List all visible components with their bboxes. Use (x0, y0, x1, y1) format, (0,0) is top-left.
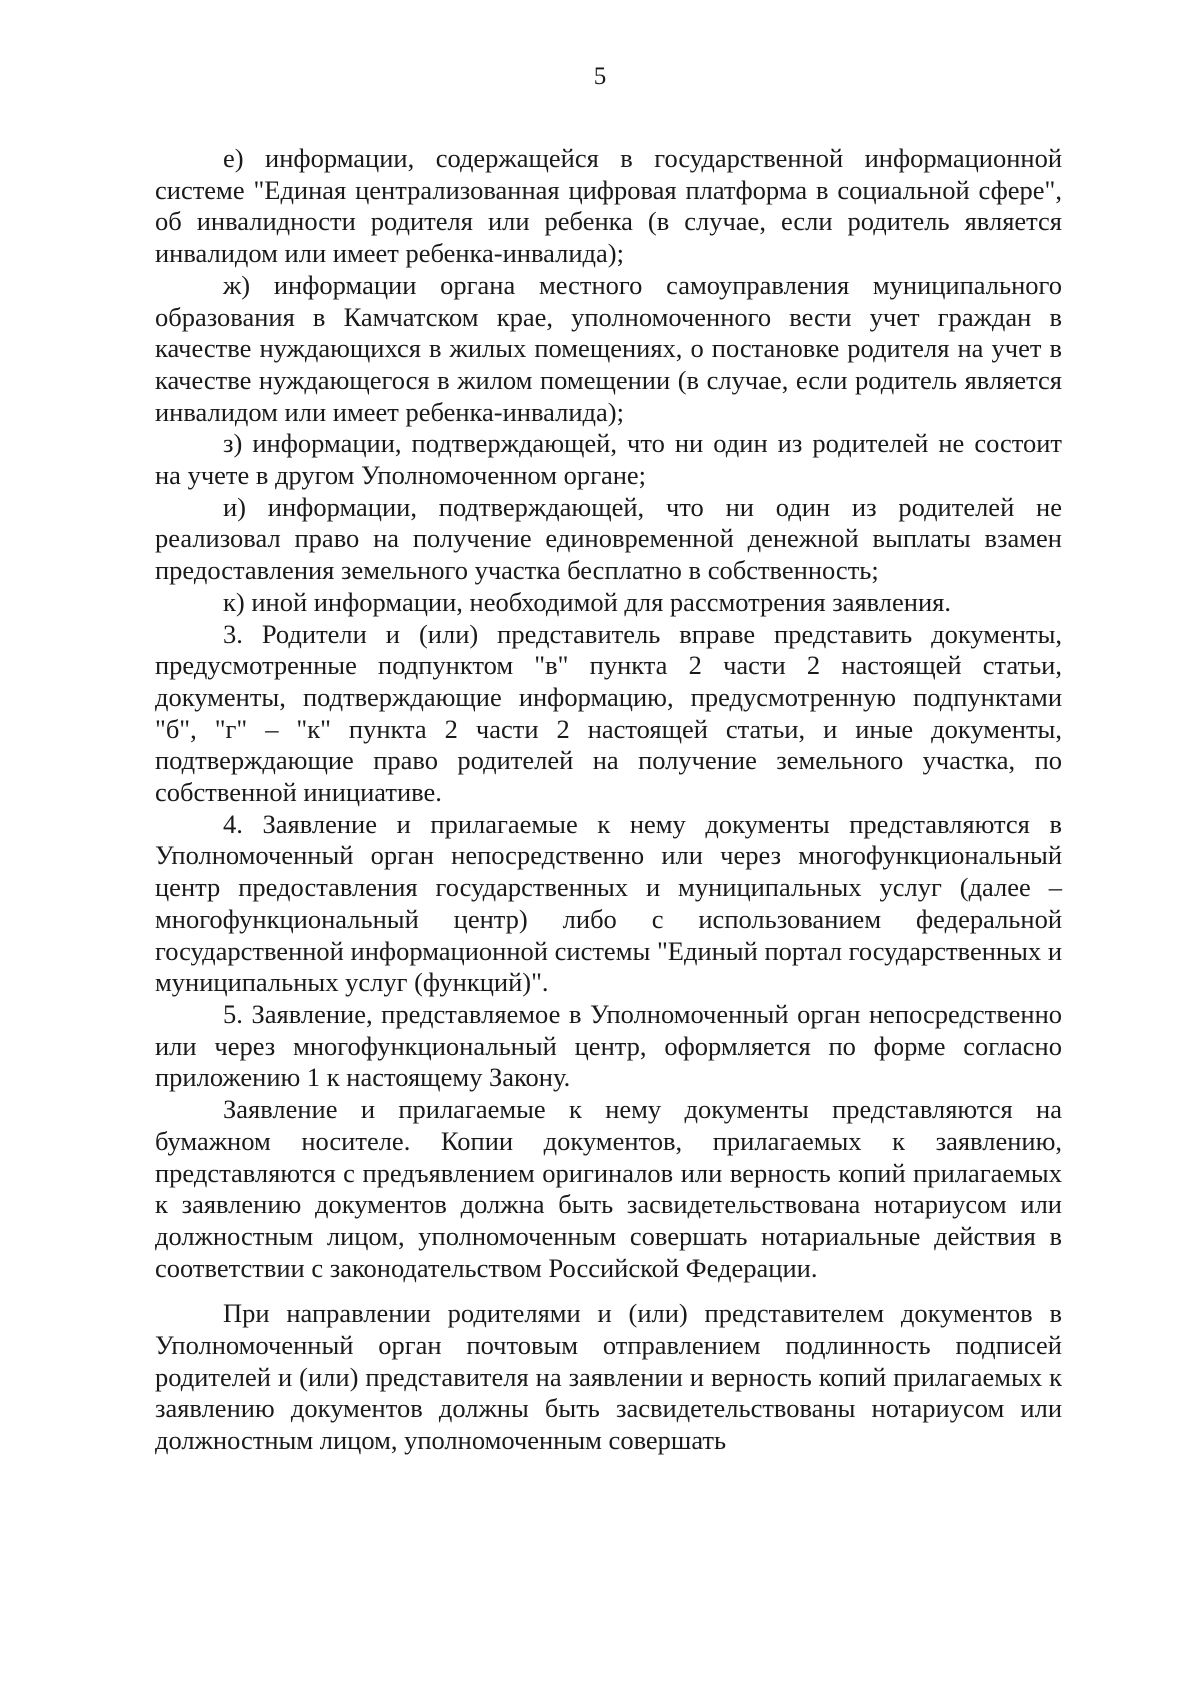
paragraph-3: 3. Родители и (или) представитель вправе представить документы, предусмотренные подпунктом "в" пункта 2 части 2 настоящей статьи, документы, подтверждающие информацию, предусмотренную подпунктами "б", "г" – "к" пункта 2 части 2 настоящей статьи, и иные документы, подтверждающие право родителей на получение земельного участка, по собственной инициативе. (155, 618, 1062, 808)
paragraph-z: з) информации, подтверждающей, что ни один из родителей не состоит на учете в другом Уполномоченном органе; (155, 428, 1062, 491)
paragraph-5-postal: При направлении родителями и (или) представителем документов в Уполномоченный орган почтовым отправлением подлинность подписей родителей и (или) представителя на заявлении и верность копий прилагаемых к заявлению документов должны быть засвидетельствованы нотариусом или должностным лицом, уполномоченным совершать (155, 1298, 1062, 1456)
paragraph-zh: ж) информации органа местного самоуправления муниципального образования в Камчатском крае, уполномоченного вести учет граждан в качестве нуждающихся в жилых помещениях, о постановке родителя на учет в качестве нуждающегося в жилом помещении (в случае, если родитель является инвалидом или имеет ребенка-инвалида); (155, 269, 1062, 427)
paragraph-k: к) иной информации, необходимой для рассмотрения заявления. (223, 586, 951, 617)
paragraph-e: е) информации, содержащейся в государственной информационной системе "Единая централизованная цифровая платформа в социальной сфере", об инвалидности родителя или ребенка (в случае, если родитель является инвалидом или имеет ребенка-инвалида); (155, 143, 1062, 269)
paragraph-5-paper-copies: Заявление и прилагаемые к нему документы представляются на бумажном носителе. Копии документов, прилагаемых к заявлению, представляются с предъявлением оригиналов или верность копий прилагаемых к заявлению документов должна быть засвидетельствована нотариусом или должностным лицом, уполномоченным совершать нотариальные действия в соответствии с законодательством Российской Федерации. (155, 1094, 1062, 1283)
paragraph-i: и) информации, подтверждающей, что ни один из родителей не реализовал право на получение единовременной денежной выплаты взамен предоставления земельного участка бесплатно в собственность; (155, 491, 1062, 586)
paragraph-4: 4. Заявление и прилагаемые к нему документы представляются в Уполномоченный орган непосредственно или через многофункциональный центр предоставления государственных и муниципальных услуг (далее – многофункциональный центр) либо с использованием федеральной государственной информационной системы "Единый портал государственных и муниципальных услуг (функций)". (155, 808, 1062, 998)
page-number: 5 (593, 63, 607, 90)
paragraph-5: 5. Заявление, представляемое в Уполномоченный орган непосредственно или через многофункциональный центр, оформляется по форме согласно приложению 1 к настоящему Закону. (155, 998, 1062, 1093)
document-body (155, 143, 1062, 1457)
